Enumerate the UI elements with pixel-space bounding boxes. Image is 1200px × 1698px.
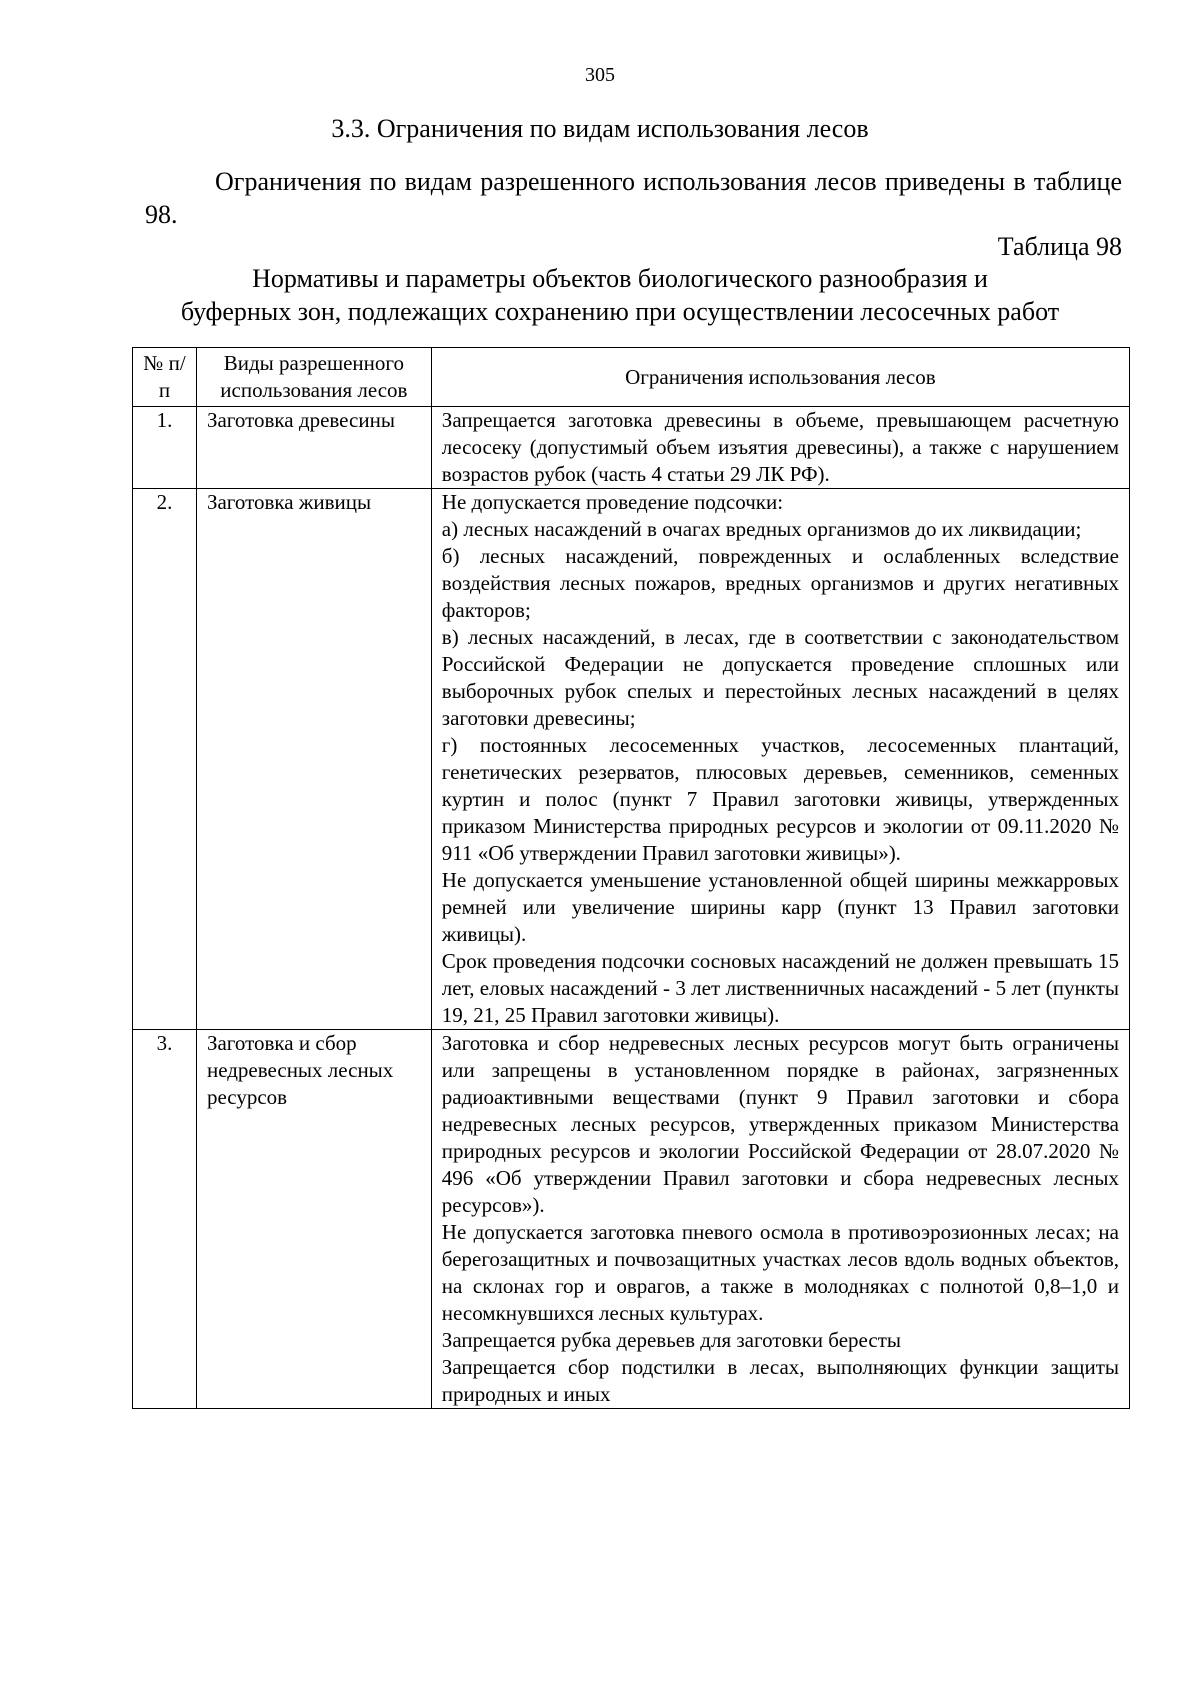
row-usage-kind: Заготовка живицы — [196, 489, 431, 1030]
restriction-paragraph: в) лесных насаждений, в лесах, где в соответствии с законодательством Российской Федерации не допускается проведение сплошных или выборочных рубок спелых и перестойных лесных насаждений в целях заготовки древесины; — [441, 625, 1119, 730]
table-row — [133, 1030, 1130, 1409]
table-title-line-1: Нормативы и параметры объектов биологического разнообразия и — [252, 264, 988, 293]
header-usage-kind: Виды разрешенного использования лесов — [196, 348, 431, 407]
restriction-paragraph: б) лесных насаждений, поврежденных и ослабленных вследствие воздействия лесных пожаров, вредных организмов и других негативных факторов; — [441, 544, 1119, 622]
section-title: 3.3. Ограничения по видам использования лесов — [331, 114, 869, 143]
restriction-paragraph: Не допускается заготовка пневого осмола в противоэрозионных лесах; на берегозащитных и почвозащитных участках лесов вдоль водных объектов, на склонах гор и оврагов, а также в молодняках с полнотой 0,8–1,0 и несомкнувшихся лесных культурах. — [441, 1220, 1119, 1325]
restriction-paragraph: Не допускается проведение подсочки: — [441, 490, 784, 514]
restriction-paragraph: Заготовка и сбор недревесных лесных ресурсов могут быть ограничены или запрещены в установленном порядке в районах, загрязненных радиоактивными веществами (пункт 9 Правил заготовки и сбора недревесных лесных ресурсов, утвержденных приказом Министерства природных ресурсов и экологии Российской Федерации от 28.07.2020 № 496 «Об утверждении Правил заготовки и сбора недревесных лесных ресурсов»). — [441, 1031, 1119, 1217]
row-restrictions — [431, 489, 1129, 1030]
restriction-paragraph: г) постоянных лесосеменных участков, лесосеменных плантаций, генетических резерватов, плюсовых деревьев, семенников, семенных куртин и полос (пункт 7 Правил заготовки живицы, утвержденных приказом Министерства природных ресурсов и экологии от 09.11.2020 № 911 «Об утверждении Правил заготовки живицы»). — [441, 733, 1119, 865]
table-title — [120, 262, 1120, 328]
row-number: 1. — [133, 407, 197, 489]
row-usage-kind: Заготовка и сбор недревесных лесных ресурсов — [196, 1030, 431, 1409]
restrictions-table — [132, 347, 1130, 1409]
header-number: № п/п — [133, 348, 197, 407]
row-restrictions — [431, 407, 1129, 489]
table-row — [133, 489, 1130, 1030]
row-usage-kind: Заготовка древесины — [196, 407, 431, 489]
restriction-paragraph: Запрещается сбор подстилки в лесах, выполняющих функции защиты природных и иных — [441, 1355, 1119, 1406]
restriction-paragraph: Запрещается рубка деревьев для заготовки бересты — [441, 1328, 901, 1352]
restriction-paragraph: а) лесных насаждений в очагах вредных организмов до их ликвидации; — [441, 517, 1082, 541]
restriction-paragraph: Срок проведения подсочки сосновых насаждений не должен превышать 15 лет, еловых насаждений - 3 лет лиственничных насаждений - 5 лет (пункты 19, 21, 25 Правил заготовки живицы). — [441, 949, 1119, 1027]
restriction-paragraph: Не допускается уменьшение установленной общей ширины межкарровых ремней или увеличение ширины карр (пункт 13 Правил заготовки живицы). — [441, 868, 1119, 946]
intro-paragraph: Ограничения по видам разрешенного использования лесов приведены в таблице 98. — [145, 167, 1122, 229]
header-restrictions: Ограничения использования лесов — [431, 348, 1129, 407]
restriction-paragraph: Запрещается заготовка древесины в объеме, превышающем расчетную лесосеку (допустимый объем изъятия древесины), а также с нарушением возрастов рубок (часть 4 статьи 29 ЛК РФ). — [441, 408, 1119, 486]
table-row — [133, 407, 1130, 489]
page-number: 305 — [585, 64, 615, 86]
table-number-label: Таблица 98 — [997, 232, 1122, 261]
row-number: 2. — [133, 489, 197, 1030]
table-title-line-2: буферных зон, подлежащих сохранению при осуществлении лесосечных работ — [180, 297, 1060, 326]
table-header-row — [133, 348, 1130, 407]
row-number: 3. — [133, 1030, 197, 1409]
row-restrictions — [431, 1030, 1129, 1409]
